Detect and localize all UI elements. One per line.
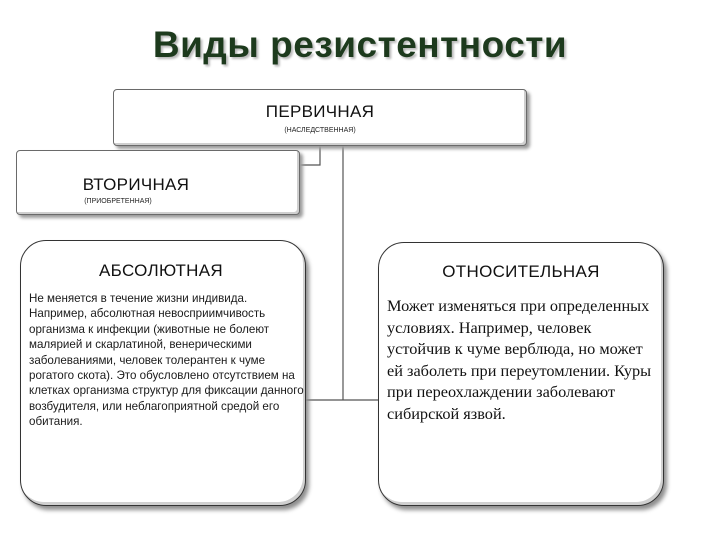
node-secondary-label: ВТОРИЧНАЯ (82, 175, 190, 194)
node-primary (113, 89, 527, 146)
node-absolute (20, 240, 306, 506)
node-absolute-text: Не меняется в течение жизни индивида. Например, абсолютная невосприимчивость организма к инфекции (животные не болеют малярией и скарлатиной, венерическими заболеваниями, человек толерантен к чуме рогатого скота). Это обусловлено отсутствием на клетках организма структур для фиксации данного возбудителя, или неблагоприятной средой его обитания. (29, 292, 304, 429)
node-primary-label: ПЕРВИЧНАЯ (265, 102, 375, 121)
node-relative-text: Может изменяться при определенных условиях. Например, человек устойчив к чуме верблюда, но может ей заболеть при переутомлении. Куры при переохлаждении заболевают сибирской язвой. (387, 296, 652, 423)
node-primary-sublabel: (НАСЛЕДСТВЕННАЯ) (284, 127, 356, 134)
connector-primary-secondary (300, 146, 320, 165)
node-relative (378, 242, 664, 506)
node-secondary-sublabel: (ПРИОБРЕТЕННАЯ) (84, 198, 152, 205)
node-relative-label: ОТНОСИТЕЛЬНАЯ (442, 262, 600, 281)
node-secondary (16, 150, 300, 215)
node-absolute-label: АБСОЛЮТНАЯ (99, 261, 223, 280)
page-title: Виды резистентности (152, 24, 568, 65)
